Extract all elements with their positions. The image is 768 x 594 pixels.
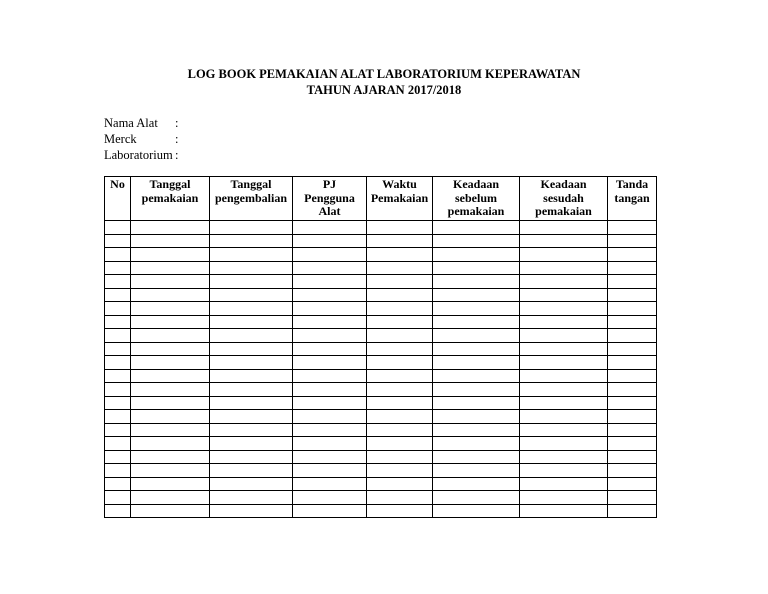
table-row — [105, 248, 657, 262]
table-cell — [105, 288, 131, 302]
table-cell — [520, 221, 608, 235]
table-cell — [293, 329, 367, 343]
table-cell — [131, 261, 210, 275]
table-cell — [520, 383, 608, 397]
table-cell — [131, 396, 210, 410]
table-cell — [131, 315, 210, 329]
table-cell — [131, 302, 210, 316]
table-cell — [520, 302, 608, 316]
log-table — [104, 176, 657, 518]
table-cell — [367, 234, 433, 248]
table-cell — [210, 329, 293, 343]
table-cell — [210, 464, 293, 478]
table-cell — [367, 275, 433, 289]
table-cell — [210, 302, 293, 316]
table-cell — [293, 275, 367, 289]
table-row — [105, 302, 657, 316]
column-header-tanggal-pengembalian: Tanggal pengembalian — [210, 177, 293, 221]
table-row — [105, 275, 657, 289]
table-cell — [105, 369, 131, 383]
table-cell — [608, 234, 657, 248]
document-subtitle: TAHUN AJARAN 2017/2018 — [306, 83, 462, 97]
table-cell — [293, 369, 367, 383]
table-cell — [105, 329, 131, 343]
table-cell — [131, 464, 210, 478]
table-cell — [367, 504, 433, 518]
table-cell — [293, 288, 367, 302]
table-cell — [293, 450, 367, 464]
table-cell — [608, 504, 657, 518]
table-cell — [433, 437, 520, 451]
table-cell — [131, 221, 210, 235]
table-cell — [433, 221, 520, 235]
column-header-tanggal-pemakaian: Tanggal pemakaian — [131, 177, 210, 221]
table-cell — [608, 423, 657, 437]
table-cell — [367, 288, 433, 302]
table-cell — [210, 450, 293, 464]
table-cell — [520, 450, 608, 464]
table-cell — [293, 464, 367, 478]
table-cell — [520, 477, 608, 491]
table-cell — [433, 248, 520, 262]
table-cell — [520, 342, 608, 356]
table-cell — [293, 410, 367, 424]
info-row-merck — [104, 131, 185, 147]
table-cell — [105, 261, 131, 275]
table-cell — [367, 477, 433, 491]
table-cell — [520, 275, 608, 289]
table-cell — [105, 315, 131, 329]
table-cell — [433, 234, 520, 248]
table-cell — [293, 383, 367, 397]
table-cell — [131, 410, 210, 424]
table-cell — [608, 477, 657, 491]
table-cell — [293, 437, 367, 451]
table-cell — [367, 396, 433, 410]
table-cell — [608, 369, 657, 383]
table-cell — [433, 288, 520, 302]
table-cell — [210, 315, 293, 329]
table-cell — [608, 288, 657, 302]
table-cell — [105, 437, 131, 451]
table-cell — [131, 423, 210, 437]
table-cell — [293, 248, 367, 262]
table-cell — [367, 437, 433, 451]
table-cell — [105, 275, 131, 289]
table-row — [105, 491, 657, 505]
table-row — [105, 315, 657, 329]
table-cell — [105, 234, 131, 248]
table-cell — [210, 261, 293, 275]
table-cell — [131, 356, 210, 370]
table-cell — [520, 261, 608, 275]
info-label: Merck — [104, 132, 137, 146]
table-row — [105, 410, 657, 424]
table-cell — [105, 410, 131, 424]
table-cell — [105, 302, 131, 316]
table-cell — [105, 450, 131, 464]
table-cell — [293, 396, 367, 410]
table-cell — [105, 504, 131, 518]
table-cell — [608, 491, 657, 505]
table-row — [105, 288, 657, 302]
table-cell — [433, 423, 520, 437]
table-cell — [520, 423, 608, 437]
table-cell — [433, 383, 520, 397]
table-header-row — [105, 177, 657, 221]
table-cell — [105, 248, 131, 262]
column-header-keadaan-sesudah: Keadaan sesudah pemakaian — [520, 177, 608, 221]
table-row — [105, 423, 657, 437]
table-row — [105, 504, 657, 518]
column-header-pj-pengguna-alat: PJ Pengguna Alat — [293, 177, 367, 221]
table-row — [105, 477, 657, 491]
table-cell — [433, 369, 520, 383]
table-cell — [293, 342, 367, 356]
table-cell — [520, 410, 608, 424]
table-cell — [367, 315, 433, 329]
table-cell — [293, 423, 367, 437]
table-cell — [105, 477, 131, 491]
table-cell — [433, 342, 520, 356]
table-cell — [210, 423, 293, 437]
table-row — [105, 369, 657, 383]
table-cell — [293, 315, 367, 329]
table-cell — [608, 329, 657, 343]
table-cell — [433, 396, 520, 410]
table-cell — [520, 234, 608, 248]
table-cell — [520, 288, 608, 302]
table-cell — [293, 221, 367, 235]
table-cell — [210, 477, 293, 491]
info-fields — [104, 115, 185, 163]
table-cell — [608, 450, 657, 464]
table-cell — [210, 383, 293, 397]
table-cell — [210, 369, 293, 383]
table-cell — [293, 504, 367, 518]
table-cell — [520, 504, 608, 518]
table-cell — [520, 491, 608, 505]
table-cell — [520, 329, 608, 343]
table-cell — [367, 450, 433, 464]
table-cell — [433, 477, 520, 491]
table-cell — [433, 261, 520, 275]
table-cell — [131, 342, 210, 356]
table-cell — [367, 261, 433, 275]
table-cell — [210, 396, 293, 410]
info-row-nama-alat — [104, 115, 185, 131]
table-cell — [293, 261, 367, 275]
table-cell — [131, 477, 210, 491]
table-cell — [608, 464, 657, 478]
table-cell — [293, 234, 367, 248]
table-cell — [608, 342, 657, 356]
info-colon: : — [175, 132, 179, 146]
info-colon: : — [175, 148, 179, 162]
table-cell — [367, 342, 433, 356]
table-row — [105, 234, 657, 248]
table-cell — [608, 383, 657, 397]
table-cell — [131, 369, 210, 383]
table-cell — [520, 248, 608, 262]
info-label: Nama Alat — [104, 116, 158, 130]
table-cell — [131, 234, 210, 248]
table-cell — [433, 356, 520, 370]
column-header-no: No — [105, 177, 131, 221]
table-cell — [131, 288, 210, 302]
table-cell — [131, 504, 210, 518]
table-cell — [105, 221, 131, 235]
table-cell — [131, 491, 210, 505]
table-cell — [131, 437, 210, 451]
table-cell — [210, 437, 293, 451]
table-row — [105, 437, 657, 451]
table-cell — [367, 248, 433, 262]
table-cell — [520, 356, 608, 370]
table-cell — [608, 275, 657, 289]
table-cell — [433, 275, 520, 289]
table-cell — [608, 302, 657, 316]
table-row — [105, 464, 657, 478]
table-cell — [210, 491, 293, 505]
table-cell — [608, 396, 657, 410]
table-cell — [210, 410, 293, 424]
table-cell — [608, 315, 657, 329]
table-cell — [210, 356, 293, 370]
table-row — [105, 356, 657, 370]
table-cell — [131, 248, 210, 262]
table-row — [105, 383, 657, 397]
table-cell — [367, 383, 433, 397]
table-cell — [105, 491, 131, 505]
table-cell — [293, 302, 367, 316]
table-cell — [367, 329, 433, 343]
table-cell — [293, 491, 367, 505]
table-cell — [608, 221, 657, 235]
table-cell — [293, 356, 367, 370]
table-cell — [433, 315, 520, 329]
table-cell — [210, 248, 293, 262]
table-cell — [433, 491, 520, 505]
info-label: Laboratorium — [104, 148, 173, 162]
table-cell — [131, 329, 210, 343]
table-cell — [367, 491, 433, 505]
column-header-keadaan-sebelum: Keadaan sebelum pemakaian — [433, 177, 520, 221]
table-cell — [367, 356, 433, 370]
table-cell — [105, 356, 131, 370]
table-cell — [367, 221, 433, 235]
table-cell — [520, 437, 608, 451]
table-row — [105, 221, 657, 235]
info-row-laboratorium — [104, 147, 185, 163]
table-cell — [608, 437, 657, 451]
table-cell — [131, 383, 210, 397]
table-cell — [210, 288, 293, 302]
table-body — [105, 221, 657, 518]
table-cell — [210, 504, 293, 518]
table-cell — [131, 275, 210, 289]
table-cell — [367, 302, 433, 316]
table-row — [105, 450, 657, 464]
info-colon: : — [175, 116, 179, 130]
table-cell — [131, 450, 210, 464]
table-cell — [105, 342, 131, 356]
table-cell — [433, 450, 520, 464]
column-header-waktu-pemakaian: Waktu Pemakaian — [367, 177, 433, 221]
table-cell — [210, 234, 293, 248]
table-cell — [367, 464, 433, 478]
table-row — [105, 342, 657, 356]
table-cell — [608, 248, 657, 262]
table-row — [105, 329, 657, 343]
table-cell — [608, 410, 657, 424]
table-cell — [520, 315, 608, 329]
table-cell — [367, 423, 433, 437]
table-cell — [433, 329, 520, 343]
table-cell — [210, 221, 293, 235]
table-cell — [105, 383, 131, 397]
table-cell — [608, 261, 657, 275]
table-cell — [367, 369, 433, 383]
table-cell — [608, 356, 657, 370]
table-cell — [105, 423, 131, 437]
table-row — [105, 396, 657, 410]
table-cell — [520, 396, 608, 410]
table-cell — [210, 275, 293, 289]
table-cell — [433, 464, 520, 478]
table-cell — [367, 410, 433, 424]
table-cell — [433, 410, 520, 424]
table-cell — [520, 464, 608, 478]
table-row — [105, 261, 657, 275]
table-cell — [105, 464, 131, 478]
table-cell — [433, 302, 520, 316]
table-cell — [520, 369, 608, 383]
table-cell — [210, 342, 293, 356]
document-title: LOG BOOK PEMAKAIAN ALAT LABORATORIUM KEPERAWATAN — [187, 67, 581, 81]
table-cell — [433, 504, 520, 518]
table-cell — [293, 477, 367, 491]
column-header-tanda-tangan: Tanda tangan — [608, 177, 657, 221]
table-cell — [105, 396, 131, 410]
